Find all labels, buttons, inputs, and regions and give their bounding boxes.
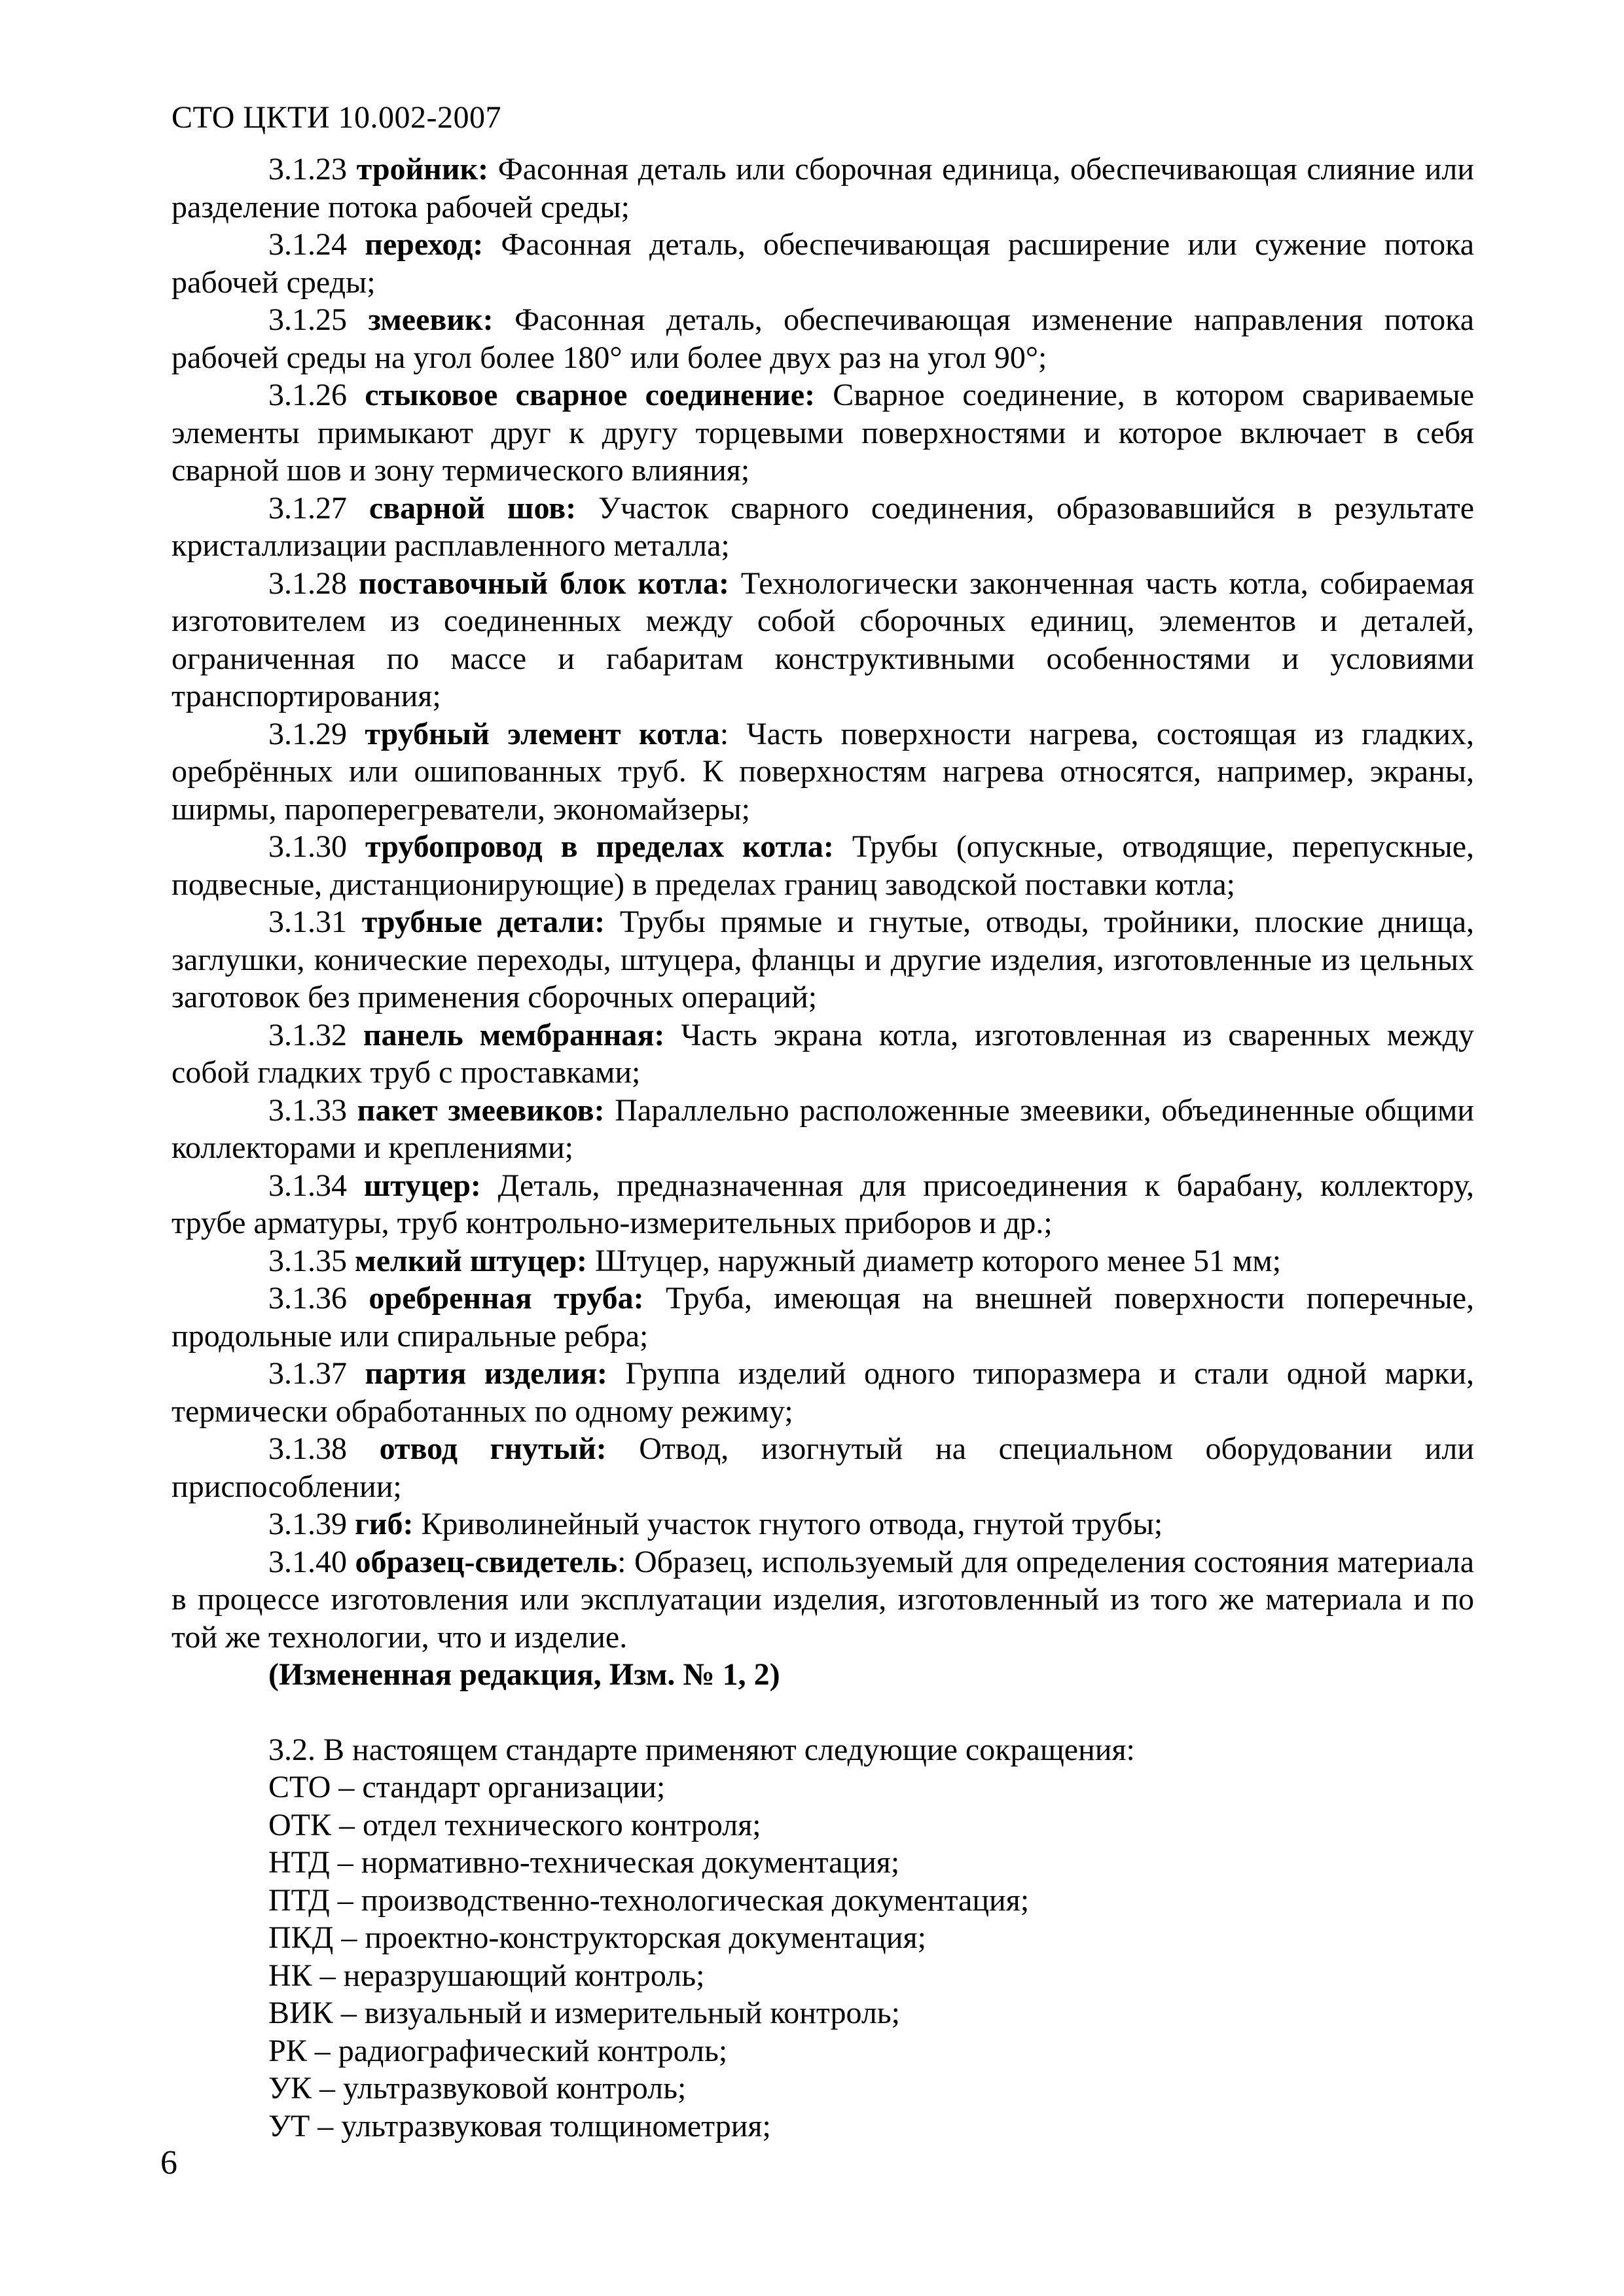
- definition-number: 3.1.39: [268, 1507, 347, 1541]
- definition-number: 3.1.38: [268, 1431, 347, 1466]
- definition-term: отвод гнутый:: [379, 1431, 607, 1466]
- definition-number: 3.1.40: [268, 1544, 347, 1579]
- definition-text: Деталь, предназначенная для присоединения к барабану, коллектору, трубе арматуры, труб контрольно-измерительных приборов и др.;: [171, 1168, 1475, 1240]
- definition-item: [171, 151, 1474, 226]
- definition-term: штуцер:: [363, 1168, 481, 1203]
- definition-text: Отвод, изогнутый на специальном оборудовании или приспособлении;: [171, 1431, 1475, 1504]
- definition-item: [171, 1543, 1474, 1657]
- revision-note: (Измененная редакция, Изм. № 1, 2): [268, 1657, 780, 1692]
- definition-text: Криволинейный участок гнутого отвода, гнутой трубы;: [421, 1507, 1163, 1541]
- definition-term: трубные детали:: [361, 905, 605, 939]
- definition-term: трубопровод в пределах котла:: [365, 829, 834, 864]
- definition-number: 3.1.29: [268, 716, 347, 751]
- definition-term: пакет змеевиков:: [357, 1092, 605, 1128]
- definition-item: [171, 1242, 1474, 1280]
- definition-number: 3.1.23: [268, 152, 347, 187]
- definition-term: образец-свидетель: [355, 1544, 618, 1579]
- page-header: СТО ЦКТИ 10.002-2007: [171, 100, 502, 135]
- abbreviation-item: УТ – ультразвуковая толщинометрия;: [268, 2108, 771, 2144]
- definition-term: стыковое сварное соединение:: [365, 378, 816, 412]
- definition-number: 3.1.28: [268, 565, 347, 601]
- definition-text: : Часть поверхности нагрева, состоящая из гладких, оребрённых или ошипованных труб. К поверхностям нагрева относятся, например, экраны, ширмы, пароперегреватели, экономайзеры;: [171, 716, 1475, 827]
- definition-item: [171, 903, 1474, 1016]
- definition-text: Группа изделий одного типоразмера и стали одной марки, термически обработанных по одному режиму;: [171, 1356, 1475, 1429]
- definition-item: [171, 490, 1474, 565]
- definition-number: 3.1.32: [268, 1017, 347, 1052]
- definition-item: [171, 1092, 1474, 1167]
- definition-item: [171, 828, 1474, 903]
- abbreviation-item: ВИК – визуальный и измерительный контроль;: [268, 1996, 901, 2030]
- definition-item: [171, 1167, 1474, 1242]
- definition-term: поставочный блок котла:: [358, 565, 729, 601]
- definition-item: [171, 1355, 1474, 1430]
- definition-item: [171, 226, 1474, 301]
- definition-term: оребренная труба:: [369, 1281, 644, 1316]
- definition-text: Труба, имеющая на внешней поверхности поперечные, продольные или спиральные ребра;: [171, 1281, 1475, 1354]
- abbreviation-item: НТД – нормативно-техническая документация;: [268, 1845, 900, 1880]
- definition-text: Фасонная деталь или сборочная единица, обеспечивающая слияние или разделение потока рабочей среды;: [171, 152, 1475, 224]
- abbreviation-item: ПКД – проектно-конструкторская документация;: [268, 1920, 926, 1955]
- abbreviation-item: ОТК – отдел технического контроля;: [268, 1807, 761, 1842]
- definition-text: Сварное соединение, в котором свариваемые элементы примыкают друг к другу торцевыми поверхностями и которое включает в себя сварной шов и зону термического влияния;: [171, 378, 1475, 488]
- definition-item: [171, 1016, 1474, 1092]
- abbreviation-item: СТО – стандарт организации;: [268, 1770, 666, 1804]
- definition-term: мелкий штуцер:: [355, 1243, 588, 1278]
- definition-number: 3.1.25: [268, 302, 347, 337]
- definition-number: 3.1.24: [268, 227, 347, 262]
- definition-item: [171, 715, 1474, 829]
- definition-text: Фасонная деталь, обеспечивающая изменение направления потока рабочей среды на угол более 180° или более двух раз на угол 90°;: [171, 302, 1475, 375]
- abbreviation-item: ПТД – производственно-технологическая документация;: [268, 1882, 1030, 1918]
- definition-number: 3.1.30: [268, 829, 347, 864]
- definition-number: 3.1.34: [268, 1168, 347, 1203]
- definition-term: трубный элемент котла: [365, 716, 720, 751]
- definition-item: [171, 376, 1474, 490]
- definition-text: Штуцер, наружный диаметр которого менее 51 мм;: [595, 1243, 1282, 1278]
- page-number: 6: [160, 2144, 177, 2181]
- definition-text: : Образец, используемый для определения состояния материала в процессе изготовления или эксплуатации изделия, изготовленный из того же материала и по той же технологии, что и изделие.: [171, 1544, 1474, 1655]
- definition-term: тройник:: [356, 152, 489, 187]
- definition-term: гиб:: [355, 1507, 414, 1541]
- definition-term: партия изделия:: [365, 1356, 608, 1391]
- definition-text: Участок сварного соединения, образовавшийся в результате кристаллизации расплавленного металла;: [171, 490, 1474, 563]
- definition-number: 3.1.33: [268, 1092, 347, 1128]
- abbreviations-intro: 3.2. В настоящем стандарте применяют следующие сокращения:: [268, 1732, 1135, 1767]
- definition-item: [171, 1280, 1474, 1355]
- definition-number: 3.1.37: [268, 1356, 347, 1391]
- abbreviation-item: НК – неразрушающий контроль;: [268, 1958, 705, 1993]
- definition-term: панель мембранная:: [363, 1017, 665, 1052]
- definition-number: 3.1.27: [268, 490, 347, 526]
- definition-number: 3.1.36: [268, 1281, 347, 1316]
- definition-item: [171, 565, 1474, 715]
- definition-term: переход:: [365, 227, 484, 262]
- definition-term: змеевик:: [368, 302, 494, 337]
- definition-item: [171, 1505, 1474, 1543]
- definition-number: 3.1.31: [268, 905, 347, 939]
- page-content: [171, 151, 1474, 2145]
- definition-text: Фасонная деталь, обеспечивающая расширение или сужение потока рабочей среды;: [171, 227, 1475, 300]
- abbreviation-item: УК – ультразвуковой контроль;: [268, 2071, 687, 2106]
- definition-text: Трубы (опускные, отводящие, перепускные, подвесные, дистанционирующие) в пределах границ заводской поставки котла;: [171, 829, 1474, 902]
- definition-text: Технологически законченная часть котла, собираемая изготовителем из соединенных между собой сборочных единиц, элементов и деталей, ограниченная по массе и габаритам конструктивными особенностями и условиями транспортирования;: [171, 565, 1475, 713]
- definition-text: Часть экрана котла, изготовленная из сваренных между собой гладких труб с проставками;: [171, 1017, 1475, 1090]
- abbreviations-list: [171, 1768, 1474, 2145]
- definition-number: 3.1.35: [268, 1243, 347, 1278]
- definitions-list: [171, 151, 1474, 1656]
- abbreviation-item: РК – радиографический контроль;: [268, 2033, 728, 2068]
- definition-item: [171, 1430, 1474, 1505]
- definition-term: сварной шов:: [369, 490, 577, 526]
- definition-item: [171, 301, 1474, 376]
- definition-text: Трубы прямые и гнутые, отводы, тройники, плоские днища, заглушки, конические переходы, штуцера, фланцы и другие изделия, изготовленные из цельных заготовок без применения сборочных операций;: [171, 905, 1475, 1014]
- definition-number: 3.1.26: [268, 378, 347, 412]
- definition-text: Параллельно расположенные змеевики, объединенные общими коллекторами и креплениями;: [171, 1092, 1475, 1165]
